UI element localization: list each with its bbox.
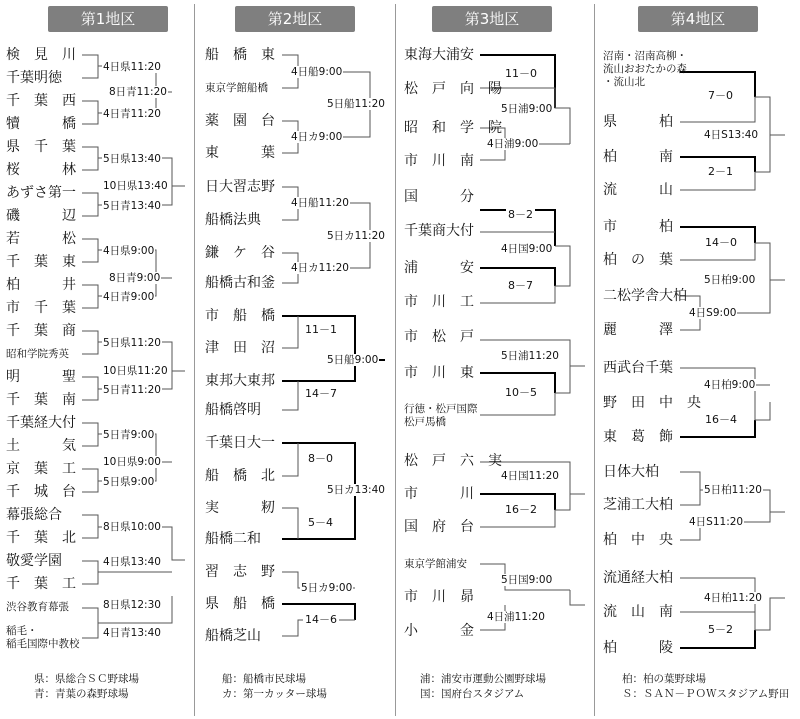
header-district-1: 第1地区 — [48, 6, 168, 32]
team: 県 船 橋 — [205, 596, 275, 612]
match-label: 5日青9:00 — [103, 429, 155, 441]
match-score: 8－0 — [308, 452, 333, 465]
match-label: 4日青13:40 — [103, 627, 161, 639]
team: 千 城 台 — [6, 484, 76, 500]
team: 明 聖 — [6, 369, 76, 385]
team: 市 川 工 — [404, 294, 474, 310]
team: 国 分 — [404, 189, 474, 205]
team: 東 葉 — [205, 145, 275, 161]
header-district-2: 第2地区 — [235, 6, 355, 32]
match-label: 4日S9:00 — [689, 307, 737, 319]
match-score: 5－4 — [308, 516, 333, 529]
team: 千 葉 北 — [6, 530, 76, 546]
team: 県 柏 — [603, 114, 673, 130]
match-score: 14－0 — [705, 236, 737, 249]
match-score: 14－7 — [305, 387, 337, 400]
team: 船橋芝山 — [205, 628, 261, 644]
match-score: 8－7 — [508, 279, 533, 292]
match-label: 5日青11:20 — [103, 384, 161, 396]
match-label: 4日県9:00 — [103, 245, 155, 257]
match-label: 8日青11:20 — [109, 86, 167, 98]
team: 薬 園 台 — [205, 113, 275, 129]
team: 稲毛・ — [6, 625, 38, 637]
team: 船橋二和 — [205, 531, 261, 547]
team: 市 船 橋 — [205, 308, 275, 324]
match-score: 14－6 — [305, 613, 337, 626]
match-label: 5日県11:20 — [103, 337, 161, 349]
match-label: 5日柏9:00 — [704, 274, 756, 286]
team: 稲毛国際中教校 — [6, 638, 80, 650]
team: 小 金 — [404, 623, 474, 639]
team: 鎌 ケ 谷 — [205, 245, 275, 261]
team: 土 気 — [6, 438, 76, 454]
match-score: 16－2 — [505, 503, 537, 516]
team: 柏 陵 — [603, 640, 673, 656]
venue-legend: カ：第一カッター球場 — [222, 688, 327, 700]
match-score: 2－1 — [708, 165, 733, 178]
match-label: 4日県11:20 — [103, 61, 161, 73]
team: 船橋法典 — [205, 212, 261, 228]
team: 麗 澤 — [603, 322, 673, 338]
match-label: 8日県10:00 — [103, 521, 161, 533]
team: 国 府 台 — [404, 519, 474, 535]
team: 西武台千葉 — [603, 360, 673, 376]
venue-legend: 柏：柏の葉野球場 — [622, 673, 706, 685]
match-label: 5日浦9:00 — [501, 103, 553, 115]
match-score: 7－0 — [708, 89, 733, 102]
team: 船 橋 東 — [205, 47, 275, 63]
team: 昭和学院秀英 — [6, 348, 69, 360]
team: ・流山北 — [603, 76, 645, 88]
team: 実 籾 — [205, 500, 275, 516]
team: 千葉日大一 — [205, 435, 275, 451]
team: 千葉商大付 — [404, 223, 474, 239]
match-label: 4日県13:40 — [103, 556, 161, 568]
team: 若 松 — [6, 231, 76, 247]
match-label: 10日県9:00 — [103, 456, 161, 468]
match-label: 5日船9:00 — [327, 354, 379, 366]
team: 東京学館浦安 — [404, 558, 467, 570]
header-district-4: 第4地区 — [638, 6, 758, 32]
match-label: 5日船11:20 — [327, 98, 385, 110]
team: 東京学館船橋 — [205, 82, 268, 94]
team: 千葉経大付 — [6, 415, 76, 431]
match-label: 4日国9:00 — [501, 243, 553, 255]
team: 津 田 沼 — [205, 340, 275, 356]
team: 船橋啓明 — [205, 402, 261, 418]
team: 千 葉 西 — [6, 93, 76, 109]
match-score: 16－4 — [705, 413, 737, 426]
match-label: 4日カ11:20 — [291, 262, 349, 274]
match-score: 11－0 — [505, 67, 537, 80]
match-score: 10－5 — [505, 386, 537, 399]
match-label: 5日カ11:20 — [327, 230, 385, 242]
team: 昭 和 学 院 — [404, 120, 502, 136]
match-score: 8－2 — [508, 208, 533, 221]
match-label: 4日S11:20 — [689, 516, 744, 528]
team: 市 松 戸 — [404, 329, 474, 345]
team: 流 山 — [603, 182, 673, 198]
team: 沼南・沼南高柳・ — [603, 50, 687, 62]
venue-legend: 船：船橋市民球場 — [222, 673, 306, 685]
team: 市 川 南 — [404, 153, 474, 169]
match-label: 4日船9:00 — [291, 66, 343, 78]
team: 犢 橋 — [6, 116, 76, 132]
match-label: 5日県13:40 — [103, 153, 161, 165]
match-label: 5日柏11:20 — [704, 484, 762, 496]
venue-legend: Ｓ：ＳＡＮ－ＰＯＷスタジアム野田 — [622, 688, 790, 700]
venue-legend: 浦：浦安市運動公園野球場 — [420, 673, 546, 685]
team: 検 見 川 — [6, 47, 76, 63]
team: 芝浦工大柏 — [603, 497, 673, 513]
match-label: 4日浦9:00 — [487, 138, 539, 150]
team: 東海大浦安 — [404, 47, 474, 63]
team: 松 戸 六 実 — [404, 453, 502, 469]
match-label: 10日県13:40 — [103, 180, 168, 192]
team: 野 田 中 央 — [603, 395, 701, 411]
match-label: 5日浦11:20 — [501, 350, 559, 362]
team: 千 葉 工 — [6, 576, 76, 592]
team: 敬愛学園 — [6, 553, 62, 569]
team: 柏 の 葉 — [603, 252, 673, 268]
team: 磯 辺 — [6, 208, 76, 224]
match-label: 4日柏11:20 — [704, 592, 762, 604]
match-label: 5日国9:00 — [501, 574, 553, 586]
header-district-3: 第3地区 — [432, 6, 552, 32]
team: 県 千 葉 — [6, 139, 76, 155]
match-label: 4日S13:40 — [704, 129, 759, 141]
team: 市 川 昴 — [404, 589, 474, 605]
venue-legend: 県：県総合ＳＣ野球場 — [34, 673, 139, 685]
team: 市 川 — [404, 486, 474, 502]
team: 習 志 野 — [205, 564, 275, 580]
team: 二松学舎大柏 — [603, 288, 687, 304]
match-label: 8日県12:30 — [103, 599, 161, 611]
team: 柏 井 — [6, 277, 76, 293]
team: 市 川 東 — [404, 365, 474, 381]
team: 柏 南 — [603, 149, 673, 165]
match-label: 4日浦11:20 — [487, 611, 545, 623]
match-label: 5日青13:40 — [103, 200, 161, 212]
match-label: 4日船11:20 — [291, 197, 349, 209]
match-label: 4日国11:20 — [501, 470, 559, 482]
team: あずさ第一 — [6, 185, 76, 201]
team: 松 戸 向 陽 — [404, 81, 502, 97]
team: 市 千 葉 — [6, 300, 76, 316]
team: 千 葉 南 — [6, 392, 76, 408]
team: 桜 林 — [6, 162, 76, 178]
team: 流 山 南 — [603, 604, 673, 620]
team: 渋谷教育幕張 — [6, 601, 69, 613]
team: 市 柏 — [603, 219, 673, 235]
match-score: 11－1 — [305, 323, 337, 336]
team: 浦 安 — [404, 260, 474, 276]
match-label: 5日県9:00 — [103, 476, 155, 488]
team: 日大習志野 — [205, 179, 275, 195]
match-label: 4日青11:20 — [103, 108, 161, 120]
team: 松戸馬橋 — [404, 416, 446, 428]
match-score: 5－2 — [708, 623, 733, 636]
match-label: 5日カ9:00 — [301, 582, 353, 594]
match-label: 4日柏9:00 — [704, 379, 756, 391]
match-label: 10日県11:20 — [103, 365, 168, 377]
team: 千 葉 商 — [6, 323, 76, 339]
venue-legend: 国：国府台スタジアム — [420, 688, 525, 700]
team: 東邦大東邦 — [205, 373, 275, 389]
match-label: 8日青9:00 — [109, 272, 161, 284]
team: 柏 中 央 — [603, 532, 673, 548]
team: 千葉明徳 — [6, 70, 62, 86]
team: 行徳・松戸国際 — [404, 403, 478, 415]
team: 船橋古和釜 — [205, 275, 275, 291]
team: 京 葉 工 — [6, 461, 76, 477]
match-label: 4日カ9:00 — [291, 131, 343, 143]
team: 幕張総合 — [6, 507, 62, 523]
venue-legend: 青：青葉の森野球場 — [34, 688, 129, 700]
team: 千 葉 東 — [6, 254, 76, 270]
team: 流通経大柏 — [603, 570, 673, 586]
team: 流山おおたかの森 — [603, 63, 687, 75]
match-label: 5日カ13:40 — [327, 484, 385, 496]
team: 日体大柏 — [603, 464, 659, 480]
team: 東 葛 飾 — [603, 429, 673, 445]
team: 船 橋 北 — [205, 468, 275, 484]
match-label: 4日青9:00 — [103, 291, 155, 303]
